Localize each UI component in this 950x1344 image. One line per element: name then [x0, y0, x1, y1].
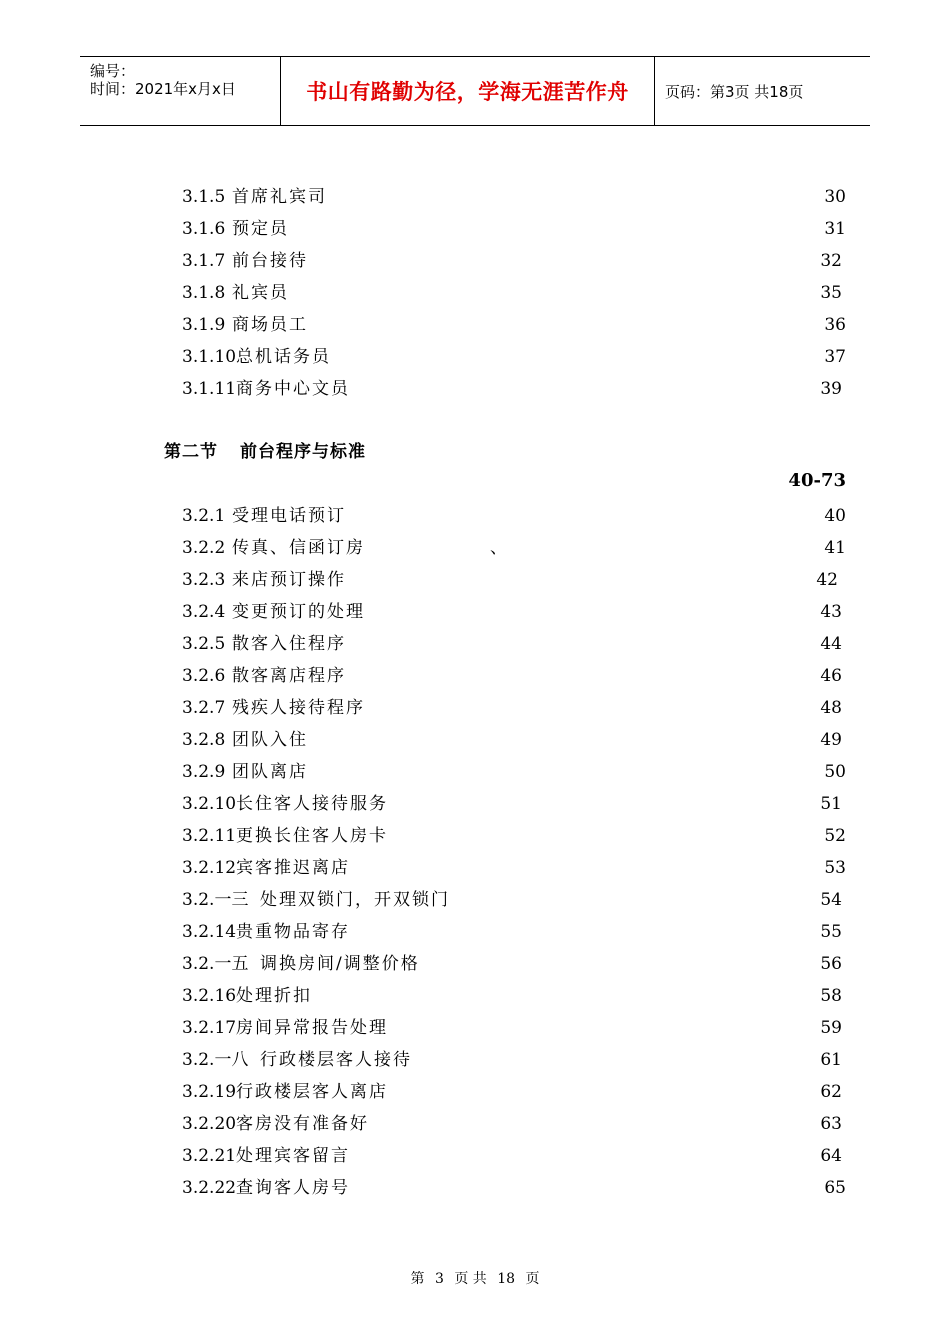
toc-entry-title: 来店预订操作 [232, 570, 346, 590]
doc-time-label: 时间：2021年x月x日 [90, 80, 236, 98]
footer-page: 3 [434, 1271, 444, 1287]
toc-entry-number: 3.2.10 [182, 794, 237, 814]
toc-entry-title: 团队入住 [232, 730, 308, 750]
header-meta [80, 57, 280, 125]
toc-entry-page: 53 [824, 858, 846, 878]
footer-total: 18 [497, 1271, 516, 1287]
toc-entry-page: 64 [820, 1146, 842, 1166]
toc-entry [0, 246, 950, 276]
toc-entry-number: 3.2.一八 [182, 1050, 249, 1070]
toc-entry-title: 更换长住客人房卡 [236, 826, 388, 846]
toc-entry [0, 693, 950, 723]
toc-entry-number: 3.2.16 [182, 986, 237, 1006]
toc-entry [0, 789, 950, 819]
toc-entry-number: 3.2.22 [182, 1178, 237, 1198]
toc-entry-number: 3.1.7 [182, 251, 226, 271]
toc-entry-page: 61 [820, 1050, 842, 1070]
toc-entry-page: 56 [820, 954, 842, 974]
toc-entry [0, 1109, 950, 1139]
toc-entry-title: 查询客人房号 [236, 1178, 350, 1198]
toc-entry [0, 565, 950, 595]
page-footer [0, 1268, 950, 1288]
motto-text: 书山有路勤为径，学海无涯苦作舟 [306, 80, 629, 104]
toc-entry-page: 50 [824, 762, 846, 782]
toc-entry [0, 757, 950, 787]
toc-entry [0, 342, 950, 372]
toc-entry [0, 1045, 950, 1075]
header-page-info [655, 57, 870, 125]
toc-entry [0, 821, 950, 851]
toc-entry-page: 41 [824, 538, 846, 558]
toc-entry-number: 3.1.10 [182, 347, 237, 367]
toc-entry-title: 团队离店 [232, 762, 308, 782]
toc-entry-number: 3.2.21 [182, 1146, 237, 1166]
toc-entry-page: 51 [820, 794, 842, 814]
toc-entry-number: 3.2.3 [182, 570, 226, 590]
toc-entry-title: 处理宾客留言 [236, 1146, 350, 1166]
page-header [80, 56, 870, 126]
toc-entry [0, 949, 950, 979]
toc-entry [0, 278, 950, 308]
toc-entry-title: 行政楼层客人离店 [236, 1082, 388, 1102]
toc-entry-title: 礼宾员 [232, 283, 289, 303]
toc-entry [0, 533, 950, 563]
toc-entry-title: 房间异常报告处理 [236, 1018, 388, 1038]
toc-entry-title: 长住客人接待服务 [236, 794, 388, 814]
toc-entry [0, 597, 950, 627]
toc-entry [0, 1141, 950, 1171]
toc-entry-page: 65 [824, 1178, 846, 1198]
toc-entry-number: 3.2.11 [182, 826, 237, 846]
toc-entry-page: 46 [820, 666, 842, 686]
toc-entry-page: 62 [820, 1082, 842, 1102]
toc-entry-title: 贵重物品寄存 [236, 922, 350, 942]
toc-entry [0, 1013, 950, 1043]
toc-entry-title: 受理电话预订 [232, 506, 346, 526]
toc-entry-number: 3.2.5 [182, 634, 226, 654]
toc-entry-title: 调换房间/调整价格 [260, 954, 420, 974]
toc-entry [0, 853, 950, 883]
toc-entry-number: 3.1.11 [182, 379, 237, 399]
footer-mid: 页 共 [454, 1271, 487, 1287]
doc-number-label: 编号： [90, 62, 136, 80]
toc-entry-title: 变更预订的处理 [232, 602, 365, 622]
toc-entry-page: 40 [824, 506, 846, 526]
toc-entry-number: 3.2.19 [182, 1082, 237, 1102]
toc-entry-number: 3.2.2 [182, 538, 226, 558]
section-title: 前台程序与标准 [240, 442, 366, 462]
toc-entry-page: 55 [820, 922, 842, 942]
toc-entry-page: 35 [820, 283, 842, 303]
toc-entry-page: 36 [824, 315, 846, 335]
toc-entry-title: 总机话务员 [236, 347, 331, 367]
toc-entry-number: 3.2.一三 [182, 890, 249, 910]
toc-entry-number: 3.2.1 [182, 506, 226, 526]
toc-entry-title: 商场员工 [232, 315, 308, 335]
toc-entry-number: 3.2.一五 [182, 954, 249, 974]
toc-entry-title: 处理双锁门，开双锁门 [260, 890, 450, 910]
toc-entry-title: 处理折扣 [236, 986, 312, 1006]
toc-entry-page: 43 [820, 602, 842, 622]
toc-entry-page: 31 [824, 219, 846, 239]
toc-entry [0, 661, 950, 691]
toc-entry-number: 3.2.7 [182, 698, 226, 718]
toc-entry-page: 49 [820, 730, 842, 750]
toc-entry-page: 42 [816, 570, 838, 590]
toc-entry-number: 3.1.6 [182, 219, 226, 239]
toc-entry [0, 1077, 950, 1107]
toc-entry-title: 客房没有准备好 [236, 1114, 369, 1134]
toc-entry [0, 214, 950, 244]
header-motto [280, 57, 655, 125]
toc-entry [0, 981, 950, 1011]
toc-entry [0, 310, 950, 340]
section-heading [164, 437, 366, 462]
toc-entry-page: 37 [824, 347, 846, 367]
toc-entry-number: 3.2.12 [182, 858, 237, 878]
toc-entry-title: 散客入住程序 [232, 634, 346, 654]
toc-entry-page: 58 [820, 986, 842, 1006]
toc-entry-number: 3.1.9 [182, 315, 226, 335]
toc-entry-title: 散客离店程序 [232, 666, 346, 686]
toc-entry-number: 3.2.17 [182, 1018, 237, 1038]
toc-entry [0, 629, 950, 659]
toc-entry-title: 宾客推迟离店 [236, 858, 350, 878]
toc-entry-page: 52 [824, 826, 846, 846]
toc-entry-title: 预定员 [232, 219, 289, 239]
toc-entry [0, 374, 950, 404]
toc-entry [0, 182, 950, 212]
page-info-text: 页码：第3页 共18页 [665, 82, 804, 101]
toc-entry-number: 3.1.5 [182, 187, 226, 207]
toc-entry-title: 首席礼宾司 [232, 187, 327, 207]
toc-entry-number: 3.2.9 [182, 762, 226, 782]
toc-entry-number: 3.2.6 [182, 666, 226, 686]
footer-pre: 第 [410, 1271, 425, 1287]
toc-entry-page: 39 [820, 379, 842, 399]
toc-entry [0, 917, 950, 947]
toc-entry-page: 48 [820, 698, 842, 718]
toc-entry-title: 商务中心文员 [236, 379, 350, 399]
toc-entry-mark: 、 [490, 538, 507, 558]
toc-entry-number: 3.2.14 [182, 922, 237, 942]
toc-entry-number: 3.1.8 [182, 283, 226, 303]
toc-entry-title: 残疾人接待程序 [232, 698, 365, 718]
toc-entry-title: 传真、信函订房 [232, 538, 365, 558]
toc-entry [0, 1173, 950, 1203]
section-label: 第二节 [164, 442, 218, 462]
toc-entry [0, 885, 950, 915]
toc-entry-title: 前台接待 [232, 251, 308, 271]
toc-entry-number: 3.2.4 [182, 602, 226, 622]
toc-entry-page: 32 [820, 251, 842, 271]
toc-entry-page: 63 [820, 1114, 842, 1134]
footer-post: 页 [525, 1271, 540, 1287]
toc-entry-page: 59 [820, 1018, 842, 1038]
toc-entry-title: 行政楼层客人接待 [260, 1050, 412, 1070]
toc-entry-page: 44 [820, 634, 842, 654]
toc-entry-number: 3.2.20 [182, 1114, 237, 1134]
toc-entry-page: 30 [824, 187, 846, 207]
section-page-range: 40-73 [788, 470, 846, 491]
toc-entry-number: 3.2.8 [182, 730, 226, 750]
toc-entry-page: 54 [820, 890, 842, 910]
toc-entry [0, 725, 950, 755]
toc-entry [0, 501, 950, 531]
